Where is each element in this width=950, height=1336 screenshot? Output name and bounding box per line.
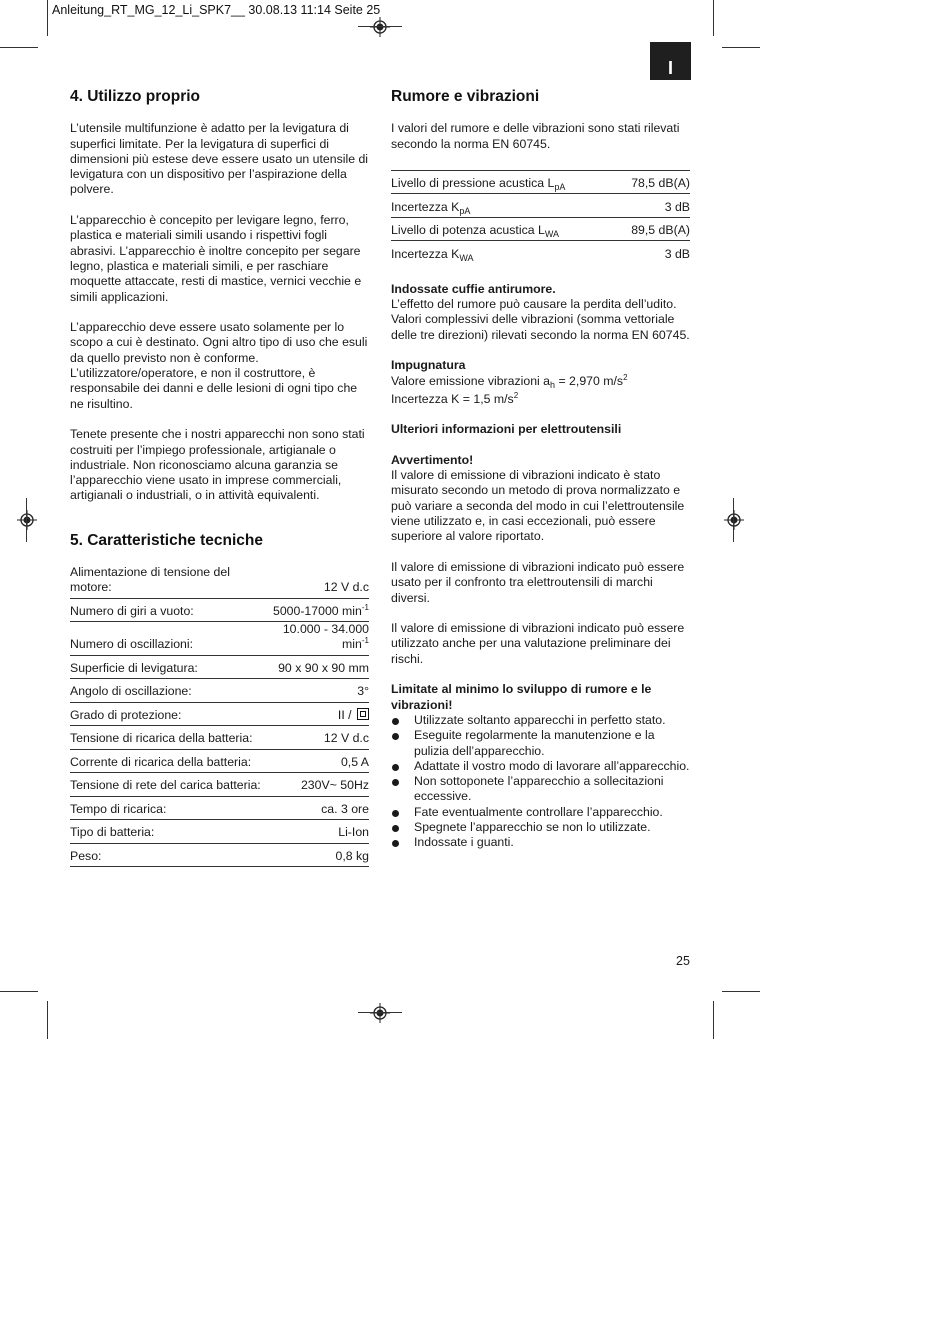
paragraph: L’utensile multifunzione è adatto per la levigatura di superfici limitate. Per la levigatura di superfici di dimensioni più estese deve essere usato un utensile di levigatura con un dispositivo per l’aspirazione della polvere. [70,121,369,197]
spec-label: Tensione di ricarica della batteria: [70,726,261,750]
registration-mark-icon [370,1003,390,1023]
more-info-title: Ulteriori informazioni per elettroutensili [391,422,622,437]
ear-protection-title: Indossate cuffie antirumore. [391,281,556,296]
noise-label: Livello di potenza acustica $L_{WA}$ [391,217,615,241]
spec-value: 0,8 kg [261,843,369,867]
tech-specs-table [70,565,369,867]
crop-mark [713,0,714,36]
table-row [70,565,369,598]
limit-noise-title: Limitate al minimo lo sviluppo di rumore e le vibrazioni! [391,682,652,712]
section-5-title: 5. Caratteristiche tecniche [70,531,263,549]
list-item: Non sottoponete l’apparecchio a sollecitazioni eccessive. [391,774,691,805]
spec-label: Grado di protezione: [70,702,261,726]
table-row [70,679,369,703]
crop-mark [0,991,38,992]
spec-value: 12 V d.c [261,726,369,750]
table-row [70,598,369,622]
crop-mark [0,47,38,48]
crop-mark [722,47,760,48]
spec-value: Li-Ion [261,820,369,844]
noise-label: Incertezza $K_{pA}$ [391,194,615,218]
paragraph: Il valore di emissione di vibrazioni indicato può essere usato per il confronto tra elettroutensili di marchi diversi. [391,559,685,605]
spec-value: 12 V d.c [261,565,369,598]
table-row [70,820,369,844]
paragraph: Il valore di emissione di vibrazioni indicato è stato misurato secondo un metodo di prova normalizzato e può variare a seconda del modo in cui l’elettroutensile viene utilizzato e, in casi eccezionali, può essere superiore al valore riportato. [391,468,685,544]
paragraph: L’effetto del rumore può causare la perdita dell’udito. Valori complessivi delle vibrazioni (somma vettoriale delle tre direzioni) rilevati secondo la norma EN 60745. [391,297,690,342]
crop-mark [358,26,402,27]
spec-label: Tempo di ricarica: [70,796,261,820]
list-item: Spegnete l’apparecchio se non lo utilizzate. [391,820,691,835]
spec-label: Numero di giri a vuoto: [70,598,261,622]
paragraph: L’apparecchio è concepito per levigare legno, ferro, plastica e materiali simili usando i rispettivi fogli abrasivi. L’apparecchio è inoltre concepito per segare legno, plastica e materiali simili, e per raschiare moquette attaccate, resti di mastice, vernici vecchie e simili applicazioni. [70,213,362,304]
left-column [70,89,370,867]
paragraph: Il valore di emissione di vibrazioni indicato può essere utilizzato anche per una valutazione preliminare dei rischi. [391,621,685,666]
noise-label: Incertezza $K_{WA}$ [391,246,474,263]
crop-mark [358,1012,402,1013]
noise-title: Rumore e vibrazioni [391,88,540,105]
noise-value: 3 dB [664,246,690,261]
noise-values-table [391,170,690,264]
warning-title: Avvertimento! [391,452,474,467]
spec-value: 90 x 90 x 90 mm [261,655,369,679]
list-item: Utilizzate soltanto apparecchi in perfetto stato. [391,713,691,728]
table-row [70,622,369,656]
spec-label: Corrente di ricarica della batteria: [70,749,261,773]
noise-value: 3 dB [615,194,690,218]
noise-value: 89,5 dB(A) [615,217,690,241]
noise-label: Livello di pressione acustica $L_{pA}$ [391,170,615,194]
registration-mark-icon [370,17,390,37]
table-row [70,843,369,867]
list-item: Eseguite regolarmente la manutenzione e la pulizia dell’apparecchio. [391,728,691,759]
section-4-title: 4. Utilizzo proprio [70,88,201,105]
paragraph: Tenete presente che i nostri apparecchi non sono stati costruiti per l’impiego professionale, artigianale o industriale. Non riconosciamo alcuna garanzia se l’apparecchio viene usato in imprese commerciali, artigianali o industriali, o in attività equivalenti. [70,427,365,503]
paragraph: I valori del rumore e delle vibrazioni sono stati rilevati secondo la norma EN 60745. [391,121,680,151]
crop-mark [26,498,27,542]
table-row [70,796,369,820]
crop-mark [722,991,760,992]
registration-mark-icon [724,510,744,530]
spec-value: 3° [261,679,369,703]
spec-label: Angolo di oscillazione: [70,679,261,703]
table-row [70,702,369,726]
protection-class-icon [357,708,369,720]
list-item: Fate eventualmente controllare l’apparecchio. [391,805,691,820]
table-row [391,194,690,218]
crop-mark [47,1001,48,1039]
spec-label: Peso: [70,843,261,867]
print-file-info: Anleitung_RT_MG_12_Li_SPK7__ 30.08.13 11:14 Seite 25 [52,3,381,17]
spec-label: Alimentazione di tensione del motore: [70,565,261,598]
spec-value: 10.000 - 34.000 $\min^{-1}$ [261,622,369,656]
spec-label: Superficie di levigatura: [70,655,261,679]
crop-mark [47,0,48,36]
crop-mark [733,498,734,542]
table-row [70,655,369,679]
list-item: Indossate i guanti. [391,835,691,850]
right-column [391,89,691,851]
spec-value: 0,5 A [261,749,369,773]
table-row [70,726,369,750]
spec-value: ca. 3 ore [261,796,369,820]
paragraph: L’apparecchio deve essere usato solamente per lo scopo a cui è destinato. Ogni altro tipo di uso che esuli da quello previsto non è conforme. L’utilizzatore/operatore, e non il costruttore, è responsabile dei danni e delle lesioni di ogni tipo che ne risultino. [70,320,368,411]
vibration-value: Valore emissione vibrazioni $a_h = 2,970$ $m/s^2$ [391,372,628,390]
crop-mark [713,1001,714,1039]
recommendations-list [391,713,691,851]
table-row [70,773,369,797]
list-item: Adattate il vostro modo di lavorare all’apparecchio. [391,759,691,774]
spec-label: Tipo di batteria: [70,820,261,844]
spec-value: 5000-17000 $\min^{-1}$ [261,598,369,622]
registration-mark-icon [17,510,37,530]
vibration-uncertainty: Incertezza K = 1,5 $m/s^2$ [391,390,519,406]
spec-value: 230V~ 50Hz [261,773,369,797]
table-row [391,241,690,264]
noise-value: 78,5 dB(A) [615,170,690,194]
table-row [391,170,690,194]
spec-label: Tensione di rete del carica batteria: [70,773,261,797]
spec-value: II / [261,702,369,726]
table-row [391,217,690,241]
language-tab: I [650,42,691,80]
table-row [70,749,369,773]
page-number: 25 [676,954,690,968]
spec-label: Numero di oscillazioni: [70,622,261,656]
grip-title: Impugnatura [391,358,466,373]
